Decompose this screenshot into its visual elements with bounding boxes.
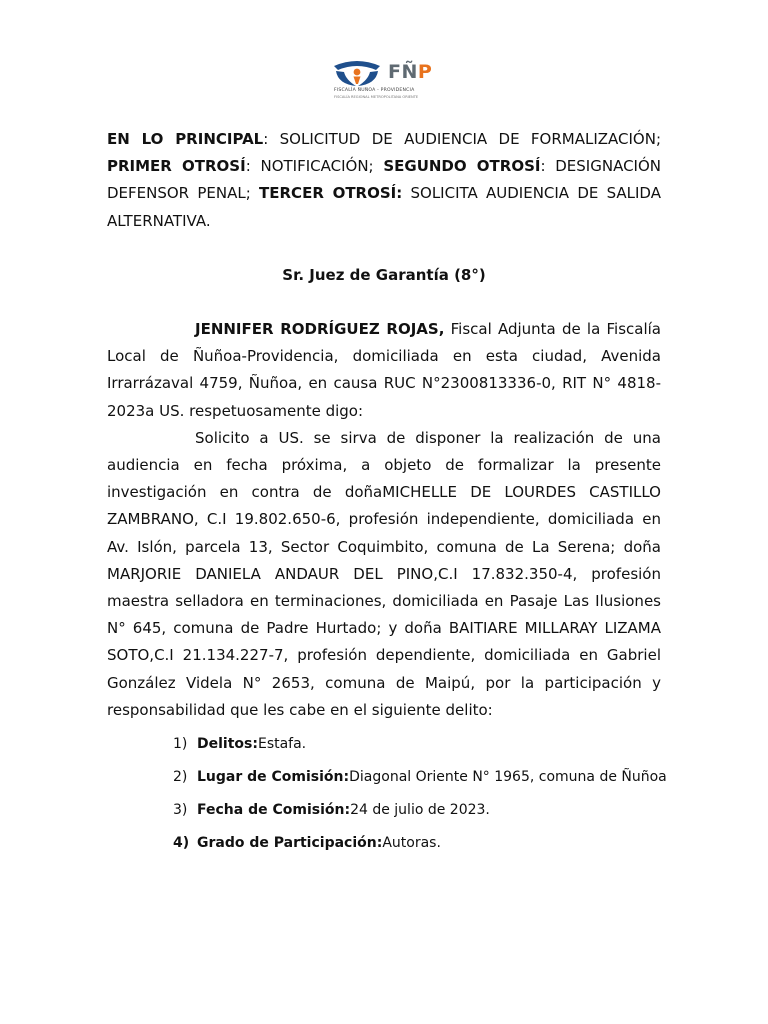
item-label: Delitos: xyxy=(197,736,258,753)
logo-subtitle: FISCALÍA ÑUÑOA - PROVIDENCIA xyxy=(334,88,415,93)
request-paragraph: Solicito a US. se sirva de disponer la realización de una audiencia en fecha próxima, a objeto de formalizar la presente investigación en contra de doñaMICHELLE DE LOURDES CASTILLO ZAMBRANO, C.I 19.802.650-6, profesión independiente, domiciliada en Av. Islón, parcela 13, Sector Coquimbito, comuna de La Serena; doña MARJORIE DANIELA ANDAUR DEL PINO,C.I 17.832.350-4, profesión maestra selladora en terminaciones, domiciliada en Pasaje Las Ilusiones N° 645, comuna de Padre Hurtado; y doña BAITIARE MILLARAY LIZAMA SOTO,C.I 21.134.227-7, profesión dependiente, domiciliada en Gabriel González Videla N° 2653, comuna de Maipú, por la participación y responsabilidad que les cabe en el siguiente delito: xyxy=(107,428,661,719)
item-label: Grado de Participación: xyxy=(197,835,383,852)
intro-text: Fiscal Adjunta de la Fiscalía Local de Ñuñoa-Providencia, domiciliada en esta ciudad, Avenida Irrarrázaval 4759, Ñuñoa, en causa RUC N°2300813336-0, RIT N° 4818-2023a US. respetuosamente digo: xyxy=(107,320,661,420)
item-value: Estafa. xyxy=(257,736,307,753)
list-item: 2) Lugar de Comisión:Diagonal Oriente N° 1965, comuna de Ñuñoa xyxy=(173,769,667,786)
sumilla-principal-text: : SOLICITUD DE AUDIENCIA DE FORMALIZACIÓN; xyxy=(263,130,661,148)
intro-paragraph xyxy=(107,316,661,425)
prosecutor-name: JENNIFER RODRÍGUEZ ROJAS, xyxy=(195,320,445,339)
sumilla-primer-otrosi-label: PRIMER OTROSÍ xyxy=(107,157,246,176)
item-value: Diagonal Oriente N° 1965, comuna de Ñuñoa xyxy=(349,769,667,786)
document-body xyxy=(107,126,667,866)
sumilla-paragraph xyxy=(107,126,661,235)
item-label: Fecha de Comisión: xyxy=(197,802,351,819)
item-value: Autoras. xyxy=(382,835,441,852)
logo-brand-text: FÑP xyxy=(388,61,433,83)
sumilla-tercer-otrosi-text: SOLICITA AUDIENCIA DE SALIDA ALTERNATIVA. xyxy=(107,184,661,230)
crime-details-list xyxy=(107,734,667,853)
item-value: 24 de julio de 2023. xyxy=(350,802,490,819)
sumilla-tercer-otrosi-label: TERCER OTROSÍ: xyxy=(259,184,403,203)
list-item: 4) Grado de Participación:Autoras. xyxy=(173,835,441,852)
sumilla-principal-label: EN LO PRINCIPAL xyxy=(107,130,264,148)
sumilla-primer-otrosi-text: : NOTIFICACIÓN; xyxy=(245,157,374,176)
sumilla-segundo-otrosi-label: SEGUNDO OTROSÍ xyxy=(383,157,541,176)
fiscalia-logo xyxy=(332,58,438,104)
item-label: Lugar de Comisión: xyxy=(197,769,350,786)
sumilla-segundo-otrosi-text: : DESIGNACIÓN DEFENSOR PENAL; xyxy=(107,157,661,203)
list-item: 3) Fecha de Comisión:24 de julio de 2023. xyxy=(173,802,490,819)
list-item: 1) Delitos:Estafa. xyxy=(173,736,307,753)
logo-subtitle-small: FISCALÍA REGIONAL METROPOLITANA ORIENTE xyxy=(334,95,419,99)
fiscalia-emblem-icon xyxy=(332,58,382,88)
addressee-heading: Sr. Juez de Garantía (8°) xyxy=(282,265,486,284)
